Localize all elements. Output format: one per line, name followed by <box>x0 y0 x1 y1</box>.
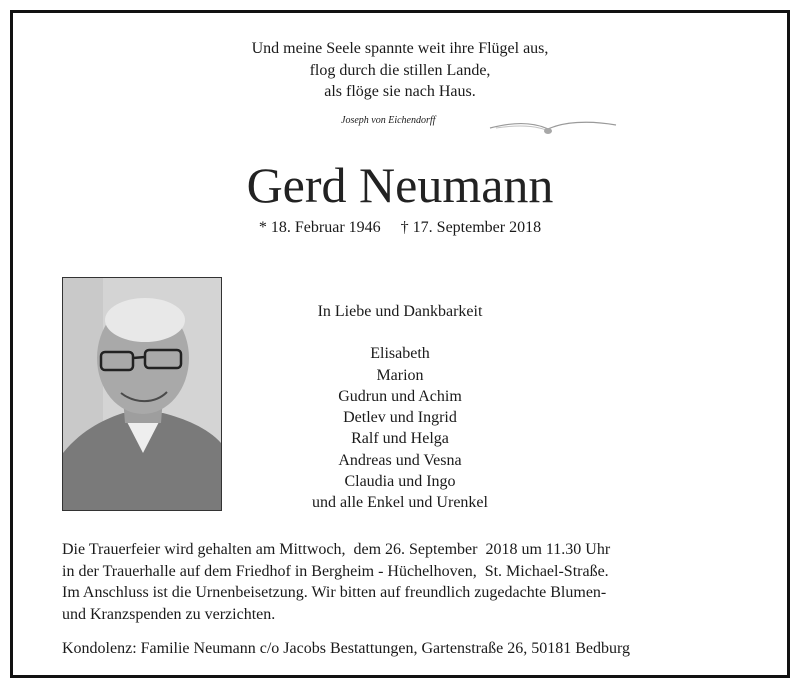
poem-line: flog durch die stillen Lande, <box>309 61 491 79</box>
poem-author: Joseph von Eichendorff <box>341 115 436 126</box>
poem-line: Und meine Seele spannte weit ihre Flügel aus, <box>251 40 549 57</box>
family-section <box>270 301 530 514</box>
seagull-icon <box>488 116 618 138</box>
birth-date: * 18. Februar 1946 <box>258 219 381 236</box>
family-member: Ralf und Helga <box>351 430 449 448</box>
life-dates <box>0 219 800 237</box>
notice-line: Die Trauerfeier wird gehalten am Mittwoch, dem 26. September 2018 um 11.30 Uhr <box>62 541 611 558</box>
family-member: Marion <box>376 366 424 384</box>
notice-line: Im Anschluss ist die Urnenbeisetzung. Wir bitten auf freundlich zugedachte Blumen- <box>62 584 607 601</box>
death-date: † 17. September 2018 <box>400 219 542 236</box>
notice-line: und Kranzspenden zu verzichten. <box>62 605 276 623</box>
family-member: und alle Enkel und Urenkel <box>312 494 488 512</box>
portrait-photo <box>62 277 222 511</box>
family-member: Detlev und Ingrid <box>343 409 457 427</box>
family-intro: In Liebe und Dankbarkeit <box>317 303 483 320</box>
family-member: Elisabeth <box>370 345 430 363</box>
family-member: Claudia und Ingo <box>344 473 456 491</box>
family-member: Gudrun und Achim <box>338 387 462 405</box>
poem <box>0 38 800 103</box>
funeral-notice <box>62 539 762 625</box>
family-member: Andreas und Vesna <box>338 451 462 469</box>
poem-line: als flöge sie nach Haus. <box>324 83 476 100</box>
deceased-name: Gerd Neumann <box>246 157 554 213</box>
notice-line: in der Trauerhalle auf dem Friedhof in Bergheim - Hüchelhoven, St. Michael-Straße. <box>62 562 609 580</box>
condolence-address: Kondolenz: Familie Neumann c/o Jacobs Bestattungen, Gartenstraße 26, 50181 Bedburg <box>62 640 631 657</box>
